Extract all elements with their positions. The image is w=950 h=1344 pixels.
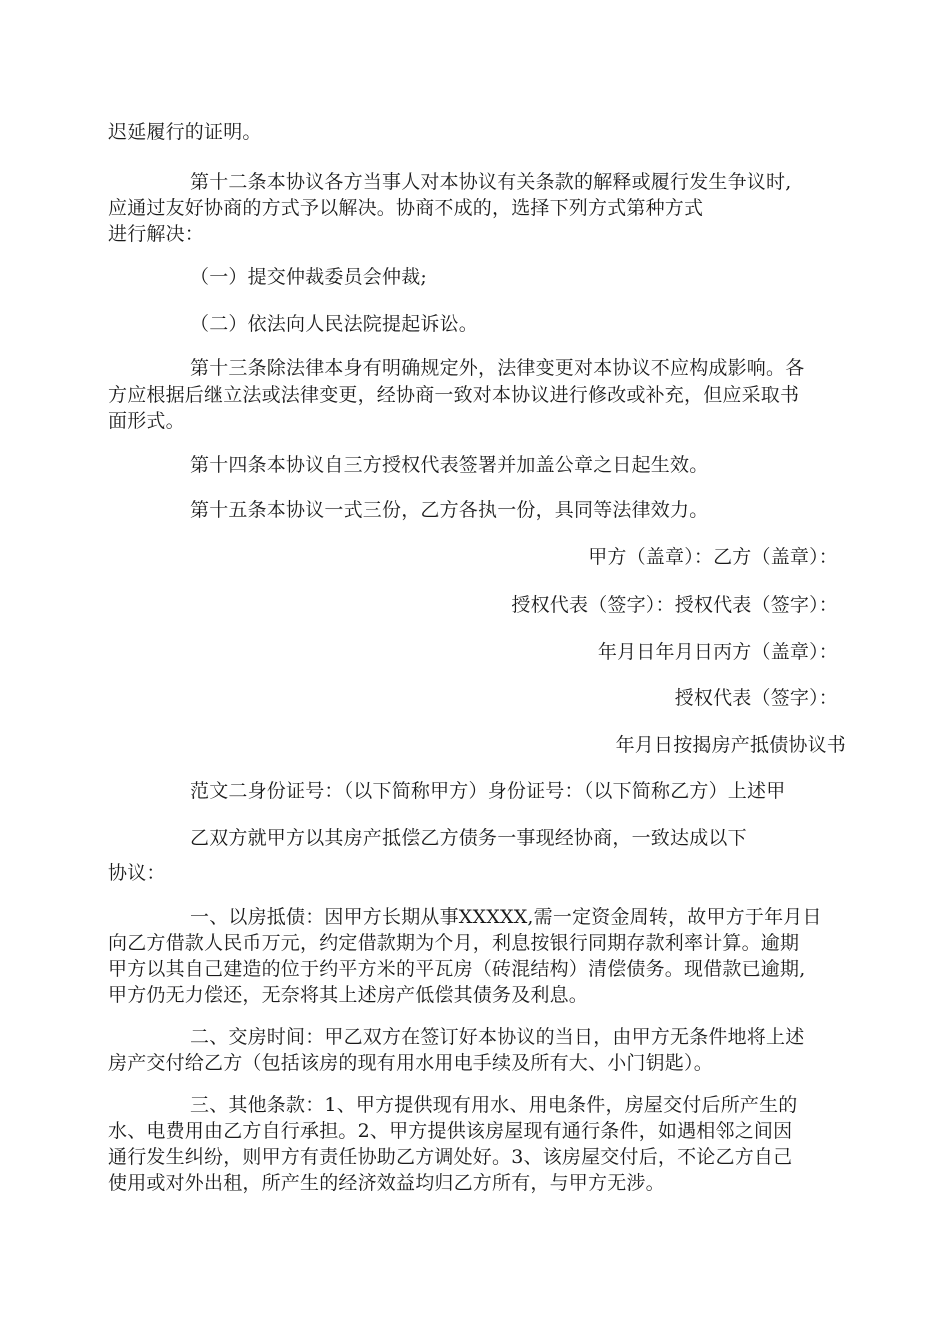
signature-line: 年月日按揭房产抵债协议书 bbox=[615, 734, 846, 756]
text-line: 一、以房抵债：因甲方长期从事XXXXX,需一定资金周转，故甲方于年月日 bbox=[190, 906, 822, 928]
text-line: 第十三条除法律本身有明确规定外，法律变更对本协议不应构成影响。各 bbox=[190, 357, 805, 379]
text-line: 二、交房时间：甲乙双方在签订好本协议的当日，由甲方无条件地将上述 bbox=[190, 1026, 805, 1048]
text-line: 房产交付给乙方（包括该房的现有用水用电手续及所有大、小门钥匙）。 bbox=[108, 1052, 713, 1074]
signature-line: 甲方（盖章）：乙方（盖章）： bbox=[588, 546, 838, 568]
text-line: 乙双方就甲方以其房产抵偿乙方债务一事现经协商，一致达成以下 bbox=[190, 827, 747, 849]
text-line: 范文二身份证号：（以下简称甲方）身份证号：（以下简称乙方）上述甲 bbox=[190, 780, 786, 802]
text-line: 向乙方借款人民币万元，约定借款期为个月，利息按银行同期存款利率计算。逾期 bbox=[108, 932, 800, 954]
text-line: 通行发生纠纷，则甲方有责任协助乙方调处好。3、该房屋交付后，不论乙方自己 bbox=[108, 1146, 793, 1168]
text-line: 迟延履行的证明。 bbox=[108, 121, 262, 143]
signature-line: 授权代表（签字）： bbox=[674, 687, 838, 709]
signature-line: 年月日年月日丙方（盖章）： bbox=[597, 641, 838, 663]
text-line: 应通过友好协商的方式予以解决。协商不成的，选择下列方式第种方式 bbox=[108, 197, 704, 219]
text-line: 甲方以其自己建造的位于约平方米的平瓦房（砖混结构）清偿债务。现借款已逾期, bbox=[108, 958, 806, 980]
text-line: 面形式。 bbox=[108, 410, 185, 432]
text-line: 第十四条本协议自三方授权代表签署并加盖公章之日起生效。 bbox=[190, 454, 709, 476]
text-line: 水、电费用由乙方自行承担。2、甲方提供该房屋现有通行条件，如遇相邻之间因 bbox=[108, 1120, 793, 1142]
text-line: （二）依法向人民法院提起诉讼。 bbox=[190, 313, 479, 335]
text-line: 三、其他条款：1、甲方提供现有用水、用电条件，房屋交付后所产生的 bbox=[190, 1094, 798, 1116]
text-line: 甲方仍无力偿还，无奈将其上述房产低偿其债务及利息。 bbox=[108, 984, 589, 1006]
signature-line: 授权代表（签字）：授权代表（签字）： bbox=[511, 594, 838, 616]
text-line: 第十五条本协议一式三份，乙方各执一份，具同等法律效力。 bbox=[190, 499, 709, 521]
text-line: （一）提交仲裁委员会仲裁; bbox=[190, 266, 428, 288]
text-line: 方应根据后继立法或法律变更，经协商一致对本协议进行修改或补充，但应采取书 bbox=[108, 384, 800, 406]
text-line: 协议： bbox=[108, 862, 166, 884]
text-line: 第十二条本协议各方当事人对本协议有关条款的解释或履行发生争议时, bbox=[190, 171, 792, 193]
text-line: 使用或对外出租，所产生的经济效益均归乙方所有，与甲方无涉。 bbox=[108, 1172, 665, 1194]
text-line: 进行解决： bbox=[108, 223, 205, 245]
